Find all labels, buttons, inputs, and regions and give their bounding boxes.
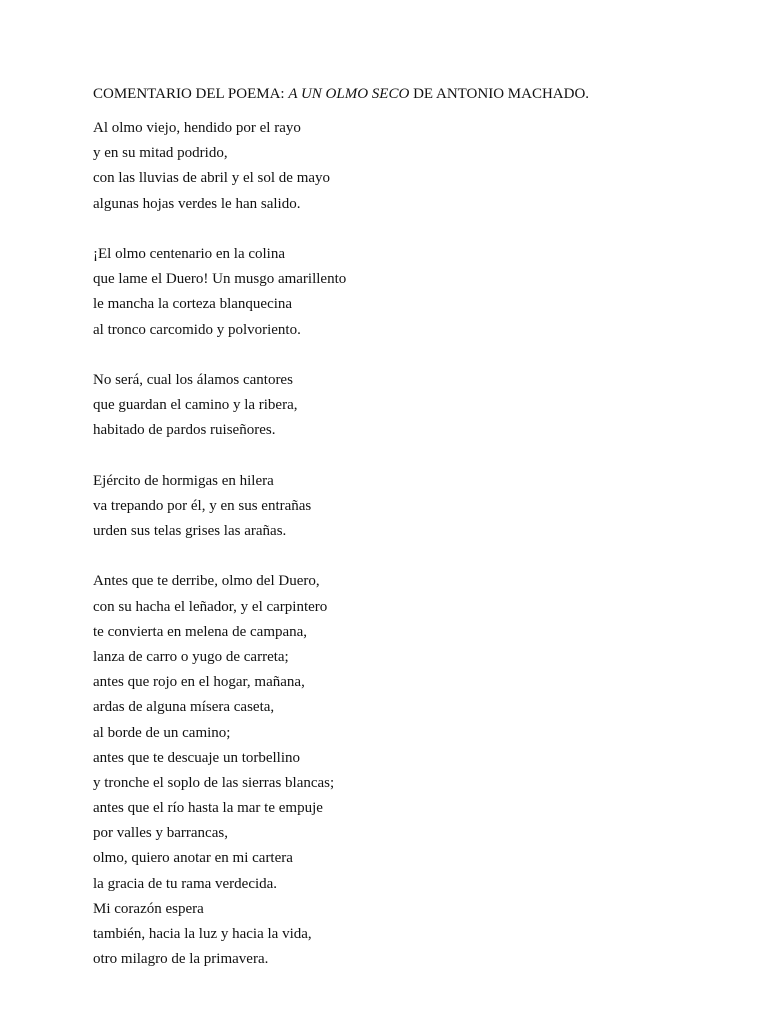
poem-body (93, 116, 346, 972)
poem-line: antes que te descuaje un torbellino (93, 749, 301, 766)
poem-line: habitado de pardos ruiseñores. (93, 422, 276, 439)
poem-line: Mi corazón espera (93, 900, 204, 917)
poem-line: ¡El olmo centenario en la colina (93, 245, 286, 262)
poem-line: con su hacha el leñador, y el carpintero (93, 598, 328, 615)
poem-line: Al olmo viejo, hendido por el rayo (93, 120, 301, 136)
poem-line: y tronche el soplo de las sierras blancas; (93, 774, 335, 791)
poem-title: A UN OLMO SECO (288, 86, 410, 102)
poem-line: que guardan el camino y la ribera, (93, 397, 298, 414)
stanza (93, 116, 346, 217)
poem-line: que lame el Duero! Un musgo amarillento (93, 271, 347, 288)
poem-line: olmo, quiero anotar en mi cartera (93, 850, 293, 867)
poem-line: No será, cual los álamos cantores (93, 371, 293, 388)
poem-line: lanza de carro o yugo de carreta; (93, 648, 289, 665)
poem-line: también, hacia la luz y hacia la vida, (93, 926, 312, 942)
stanza (93, 242, 346, 343)
poem-line: la gracia de tu rama verdecida. (93, 875, 278, 892)
stanza (93, 469, 346, 545)
poem-line: Antes que te derribe, olmo del Duero, (93, 573, 320, 590)
poem-line: con las lluvias de abril y el sol de mayo (93, 170, 331, 187)
title-suffix: DE ANTONIO MACHADO. (409, 86, 590, 102)
poem-line: le mancha la corteza blanquecina (93, 296, 293, 313)
poem-line: algunas hojas verdes le han salido. (93, 195, 301, 212)
stanza (93, 569, 346, 972)
document-title (93, 84, 589, 104)
poem-line: otro milagro de la primavera. (93, 951, 269, 968)
poem-line: ardas de alguna mísera caseta, (93, 699, 275, 716)
poem-line: y en su mitad podrido, (93, 145, 228, 162)
title-prefix: COMENTARIO DEL POEMA: (93, 86, 289, 102)
poem-line: te convierta en melena de campana, (93, 623, 308, 640)
poem-line: al tronco carcomido y polvoriento. (93, 321, 301, 338)
poem-line: antes que rojo en el hogar, mañana, (93, 674, 305, 691)
poem-line: Ejército de hormigas en hilera (93, 472, 274, 489)
poem-line: al borde de un camino; (93, 724, 231, 741)
poem-line: va trepando por él, y en sus entrañas (93, 497, 312, 514)
stanza (93, 368, 346, 444)
poem-line: por valles y barrancas, (93, 825, 228, 842)
poem-line: antes que el río hasta la mar te empuje (93, 800, 323, 817)
poem-line: urden sus telas grises las arañas. (93, 523, 287, 539)
